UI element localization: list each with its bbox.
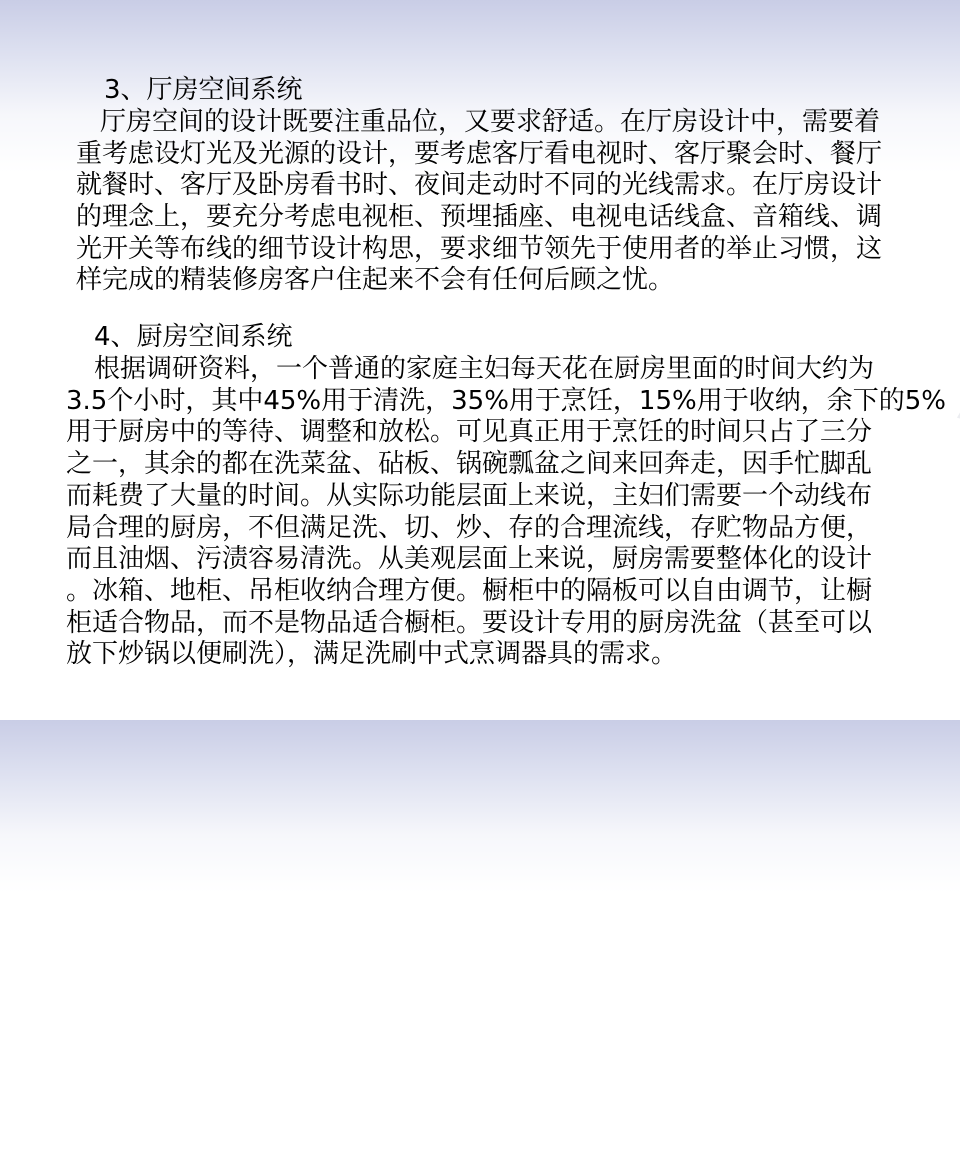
text-line: 厅房空间的设计既要注重品位，又要求舒适。在厅房设计中，需要着 (100, 107, 881, 137)
text-line: 放下炒锅以便刷洗），满足洗刷中式烹调器具的需求。 (66, 639, 678, 669)
text-line: 重考虑设灯光及光源的设计，要考虑客厅看电视时、客厅聚会时、餐厅 (76, 139, 883, 169)
text-line: 光开关等布线的细节设计构思，要求细节领先于使用者的举止习惯，这 (76, 234, 883, 264)
text-line: 3.5个小时，其中45%用于清洗，35%用于烹饪，15%用于收纳，余下的5% (66, 386, 946, 416)
text-line: 的理念上，要充分考虑电视柜、预埋插座、电视电话线盒、音箱线、调 (76, 202, 883, 232)
text-line: 用于厨房中的等待、调整和放松。可见真正用于烹饪的时间只占了三分 (66, 417, 873, 447)
text-line: 柜适合物品，而不是物品适合橱柜。要设计专用的厨房洗盆（甚至可以 (66, 608, 873, 638)
section-heading: 3、厅房空间系统 (104, 75, 303, 105)
text-line: 根据调研资料，一个普通的家庭主妇每天花在厨房里面的时间大约为 (94, 354, 875, 384)
text-line: 样完成的精装修房客户住起来不会有任何后顾之忧。 (76, 265, 675, 295)
section-heading: 4、厨房空间系统 (94, 322, 293, 352)
text-line: 。冰箱、地柜、吊柜收纳合理方便。橱柜中的隔板可以自由调节，让橱 (66, 576, 873, 606)
text-line: 而耗费了大量的时间。从实际功能层面上来说，主妇们需要一个动线布 (66, 481, 873, 511)
text-line: 之一，其余的都在洗菜盆、砧板、锅碗瓢盆之间来回奔走，因手忙脚乱 (66, 449, 873, 479)
text-line: 局合理的厨房，不但满足洗、切、炒、存的合理流线，存贮物品方便， (66, 513, 873, 543)
text-line: 而且油烟、污渍容易清洗。从美观层面上来说，厨房需要整体化的设计 (66, 544, 873, 574)
text-line: 就餐时、客厅及卧房看书时、夜间走动时不同的光线需求。在厅房设计 (76, 170, 883, 200)
